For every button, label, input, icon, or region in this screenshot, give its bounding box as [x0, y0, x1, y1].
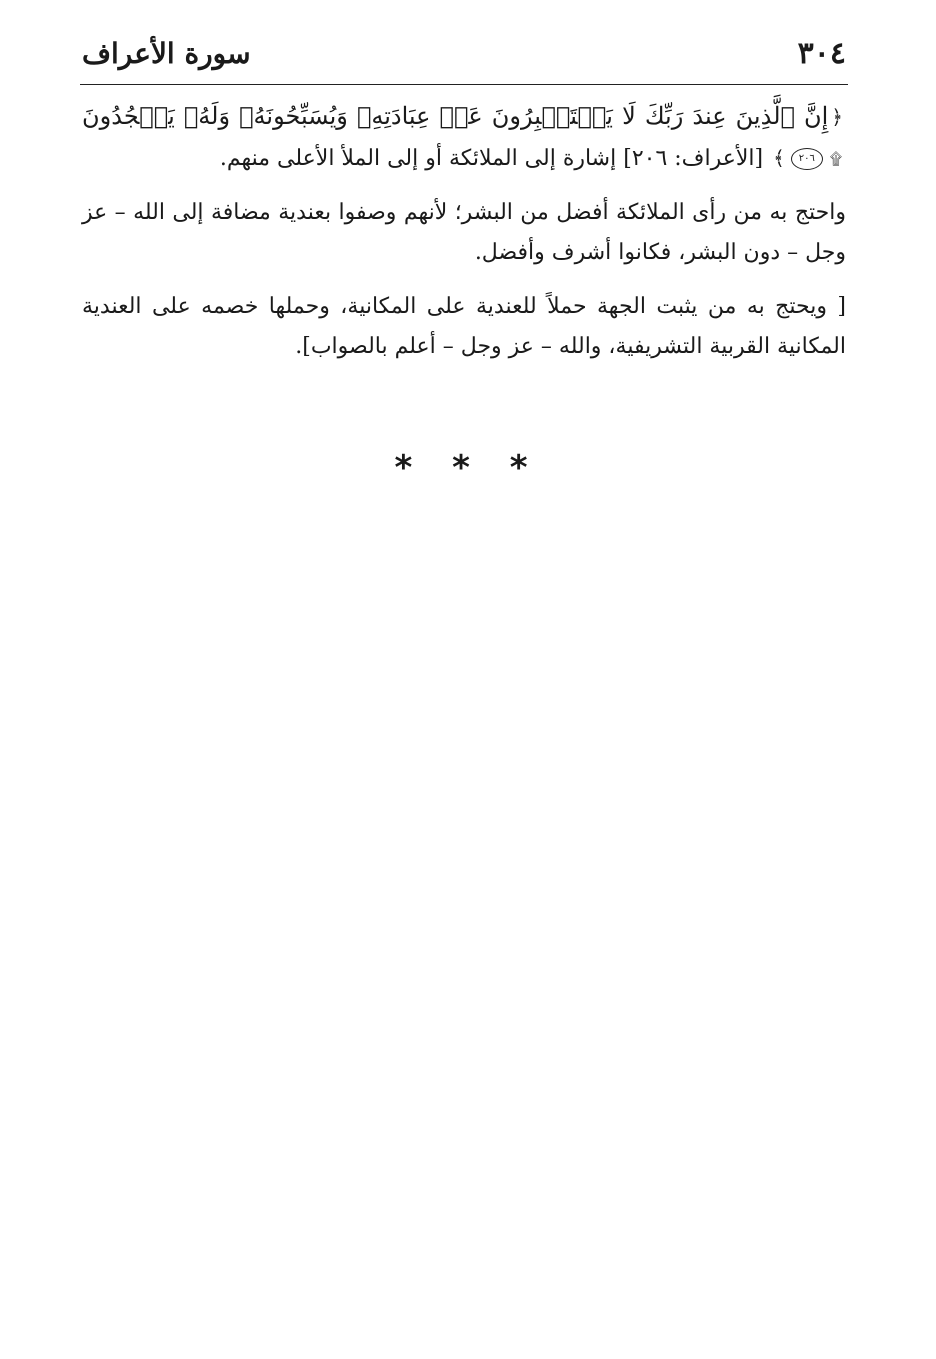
surah-title: سورة الأعراف [82, 37, 251, 70]
quran-verse-text: إِنَّ ٱلَّذِينَ عِندَ رَبِّكَ لَا يَسۡتَكۡبِرُونَ عَنۡ عِبَادَتِهِۦ وَيُسَبِّحُونَهُۥ وَلَهُۥ يَسۡجُدُونَ [82, 102, 829, 130]
header-divider [80, 84, 848, 85]
quran-open-bracket: ﴿ [831, 105, 843, 129]
quran-close-bracket: ﴾ [773, 146, 785, 170]
body-paragraph-1: واحتج به من رأى الملائكة أفضل من البشر؛ لأنهم وصفوا بعندية مضافة إلى الله – عز وجل – دون البشر، فكانوا أشرف وأفضل. [82, 200, 846, 265]
page-number: ٣٠٤ [797, 36, 846, 71]
verse-commentary: إشارة إلى الملائكة أو إلى الملأ الأعلى منهم. [219, 146, 617, 171]
page-header [80, 32, 848, 82]
verse-reference: [الأعراف: ٢٠٦] [623, 146, 764, 171]
page-content [82, 96, 846, 381]
sajda-mark-icon: ۩ [829, 149, 842, 168]
verse-paragraph [82, 96, 846, 179]
section-separator: * * * [394, 448, 542, 488]
ayah-number-marker: ٢٠٦ [791, 148, 823, 170]
body-paragraph-2: [ ويحتج به من يثبت الجهة حملاً للعندية على المكانية، وحملها خصمه على العندية المكانية القربية التشريفية، والله – عز وجل – أعلم بالصواب]. [82, 294, 846, 359]
